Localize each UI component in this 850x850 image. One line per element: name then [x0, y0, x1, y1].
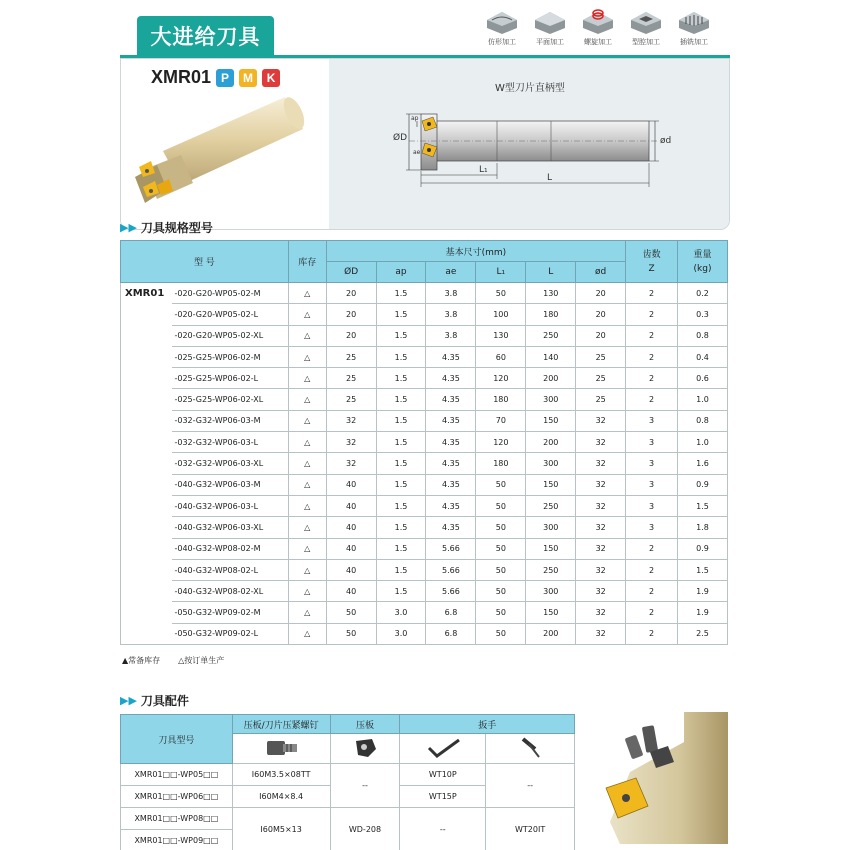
row-code: -020-G20-WP05-02-XL [172, 325, 288, 346]
row-ap: 1.5 [376, 410, 426, 431]
dimension-diagram [329, 59, 730, 230]
row-ap: 3.0 [376, 623, 426, 644]
spec-section-title-text: 刀具规格型号 [140, 221, 213, 235]
row-d: 25 [576, 346, 626, 367]
row-stock: △ [288, 346, 326, 367]
acc-wrench2-top: -- [486, 764, 575, 808]
acc-row-wrench1: WT10P [400, 764, 486, 786]
stock-notes [122, 655, 224, 666]
clamp-image-cell [330, 734, 400, 764]
row-code: -050-G32-WP09-02-L [172, 623, 288, 644]
row-l1: 130 [476, 325, 526, 346]
row-w: 0.2 [678, 283, 728, 304]
row-d: 32 [326, 410, 376, 431]
table-row [121, 581, 728, 602]
row-ap: 1.5 [376, 283, 426, 304]
row-l: 300 [526, 389, 576, 410]
row-w: 1.0 [678, 432, 728, 453]
row-d: 32 [576, 581, 626, 602]
section-arrow-icon: ▶▶ [120, 694, 137, 707]
accessories-section-title-text: 刀具配件 [140, 694, 189, 708]
row-ae: 4.35 [426, 432, 476, 453]
row-l1: 50 [476, 283, 526, 304]
table-row [121, 432, 728, 453]
row-stock: △ [288, 368, 326, 389]
t-wrench-icon [515, 735, 545, 761]
row-ae: 3.8 [426, 325, 476, 346]
row-code: -050-G32-WP09-02-M [172, 602, 288, 623]
face-milling-icon [532, 8, 568, 36]
operation-profiling [480, 8, 524, 47]
row-w: 1.9 [678, 581, 728, 602]
row-l1: 50 [476, 581, 526, 602]
row-w: 0.9 [678, 474, 728, 495]
operation-face [528, 8, 572, 47]
row-d: 50 [326, 602, 376, 623]
wrench-l-image-cell [400, 734, 486, 764]
note-order: △按订单生产 [178, 656, 225, 665]
row-stock: △ [288, 474, 326, 495]
row-ae: 6.8 [426, 623, 476, 644]
row-stock: △ [288, 389, 326, 410]
operation-label: 仿形加工 [488, 38, 516, 46]
header-l: L [526, 262, 576, 283]
table-row [121, 389, 728, 410]
row-w: 1.0 [678, 389, 728, 410]
row-stock: △ [288, 517, 326, 538]
row-l1: 100 [476, 304, 526, 325]
section-arrow-icon: ▶▶ [120, 221, 137, 234]
row-l: 150 [526, 474, 576, 495]
row-z: 2 [626, 346, 678, 367]
table-row [121, 538, 728, 559]
row-ae: 4.35 [426, 368, 476, 389]
header-weight: 重量 (kg) [678, 241, 728, 283]
row-w: 0.3 [678, 304, 728, 325]
row-stock: △ [288, 432, 326, 453]
operation-label: 平面加工 [536, 38, 564, 46]
operation-label: 型腔加工 [632, 38, 660, 46]
row-l1: 180 [476, 389, 526, 410]
row-l: 130 [526, 283, 576, 304]
row-l: 150 [526, 410, 576, 431]
row-d: 32 [576, 432, 626, 453]
table-row [121, 623, 728, 644]
row-ap: 1.5 [376, 495, 426, 516]
acc-screw-bottom: I60M5×13 [232, 808, 330, 850]
profiling-icon [484, 8, 520, 36]
row-z: 3 [626, 453, 678, 474]
spec-table-body [121, 283, 728, 645]
row-d: 40 [326, 495, 376, 516]
row-d: 20 [576, 283, 626, 304]
header-teeth: 齿数 Z [626, 241, 678, 283]
row-code: -025-G25-WP06-02-XL [172, 389, 288, 410]
screw-image-cell [232, 734, 330, 764]
cutter-photo [121, 59, 329, 230]
product-panel [120, 58, 730, 230]
accessories-table [120, 714, 575, 850]
row-ap: 1.5 [376, 474, 426, 495]
row-ap: 1.5 [376, 368, 426, 389]
operation-helical [576, 8, 620, 47]
row-ap: 1.5 [376, 432, 426, 453]
row-l1: 70 [476, 410, 526, 431]
spec-section-title [120, 219, 213, 236]
note-stock: ▲常备库存 [122, 656, 161, 665]
acc-row-model: XMR01□□-WP08□□ [121, 808, 233, 830]
acc-row-screw: I60M4×8.4 [232, 786, 330, 808]
row-l: 300 [526, 581, 576, 602]
acc-header-wrench: 扳手 [400, 715, 575, 734]
pocket-milling-icon [628, 8, 664, 36]
row-l: 250 [526, 325, 576, 346]
row-z: 3 [626, 474, 678, 495]
row-ae: 4.35 [426, 410, 476, 431]
row-ap: 1.5 [376, 346, 426, 367]
acc-clamp-bottom: WD-208 [330, 808, 400, 850]
row-code: -040-G32-WP06-03-XL [172, 517, 288, 538]
acc-wrench2-bottom: WT20IT [486, 808, 575, 850]
row-code: -020-G20-WP05-02-M [172, 283, 288, 304]
acc-header-screw: 压板/刀片压紧螺钉 [232, 715, 330, 734]
row-d: 32 [576, 410, 626, 431]
row-d: 32 [576, 517, 626, 538]
row-l: 200 [526, 368, 576, 389]
row-z: 2 [626, 304, 678, 325]
row-z: 3 [626, 432, 678, 453]
row-d: 25 [576, 389, 626, 410]
operation-icons [480, 8, 716, 47]
row-l1: 60 [476, 346, 526, 367]
acc-row-screw: I60M3.5×08TT [232, 764, 330, 786]
row-w: 0.9 [678, 538, 728, 559]
l-wrench-icon [423, 736, 463, 760]
table-row [121, 304, 728, 325]
row-d: 40 [326, 559, 376, 580]
row-stock: △ [288, 283, 326, 304]
row-l: 250 [526, 495, 576, 516]
row-ae: 6.8 [426, 602, 476, 623]
row-d: 32 [576, 559, 626, 580]
row-w: 0.8 [678, 410, 728, 431]
row-d: 32 [576, 623, 626, 644]
row-stock: △ [288, 325, 326, 346]
row-w: 1.8 [678, 517, 728, 538]
row-d: 20 [326, 283, 376, 304]
row-ap: 1.5 [376, 389, 426, 410]
row-z: 2 [626, 559, 678, 580]
row-w: 0.8 [678, 325, 728, 346]
spec-table [120, 240, 728, 645]
row-d: 32 [576, 474, 626, 495]
dim-label-ae: ae [413, 149, 421, 156]
row-w: 0.4 [678, 346, 728, 367]
header-l1: L₁ [476, 262, 526, 283]
row-stock: △ [288, 410, 326, 431]
row-z: 3 [626, 517, 678, 538]
row-ae: 5.66 [426, 538, 476, 559]
row-d: 32 [576, 453, 626, 474]
row-l: 150 [526, 538, 576, 559]
row-d: 50 [326, 623, 376, 644]
row-l1: 50 [476, 517, 526, 538]
row-ae: 4.35 [426, 495, 476, 516]
operation-label: 螺旋加工 [584, 38, 612, 46]
row-z: 2 [626, 581, 678, 602]
row-l1: 50 [476, 602, 526, 623]
row-code: -020-G20-WP05-02-L [172, 304, 288, 325]
acc-row-model: XMR01□□-WP05□□ [121, 764, 233, 786]
screw-icon [261, 736, 301, 760]
row-l: 140 [526, 346, 576, 367]
row-stock: △ [288, 602, 326, 623]
dim-label-shank: ød [660, 136, 672, 146]
row-ae: 4.35 [426, 474, 476, 495]
row-l1: 50 [476, 623, 526, 644]
row-ae: 4.35 [426, 346, 476, 367]
row-code: -032-G32-WP06-03-L [172, 432, 288, 453]
row-z: 2 [626, 389, 678, 410]
table-row [121, 602, 728, 623]
row-code: -032-G32-WP06-03-XL [172, 453, 288, 474]
dim-label-d: ØD [393, 133, 408, 143]
row-l1: 180 [476, 453, 526, 474]
operation-plunge [672, 8, 716, 47]
row-d: 25 [326, 368, 376, 389]
row-l: 300 [526, 453, 576, 474]
acc-wrench1-bottom: -- [400, 808, 486, 850]
table-row [121, 346, 728, 367]
product-model-text: XMR01 [151, 67, 212, 87]
table-row [121, 474, 728, 495]
row-ae: 4.35 [426, 453, 476, 474]
table-row [121, 517, 728, 538]
dim-label-ap: ap [411, 115, 419, 122]
row-w: 2.5 [678, 623, 728, 644]
row-ap: 1.5 [376, 517, 426, 538]
row-code: -040-G32-WP08-02-XL [172, 581, 288, 602]
row-z: 3 [626, 410, 678, 431]
row-w: 1.6 [678, 453, 728, 474]
acc-header-clamp: 压板 [330, 715, 400, 734]
acc-row-model: XMR01□□-WP09□□ [121, 830, 233, 850]
row-stock: △ [288, 623, 326, 644]
operation-label: 插铣加工 [680, 38, 708, 46]
header-d: ØD [326, 262, 376, 283]
row-d: 32 [326, 432, 376, 453]
accessories-photo [590, 712, 728, 844]
row-w: 0.6 [678, 368, 728, 389]
accessories-section-title [120, 692, 189, 709]
row-stock: △ [288, 559, 326, 580]
row-l: 250 [526, 559, 576, 580]
row-ae: 5.66 [426, 559, 476, 580]
row-ap: 1.5 [376, 559, 426, 580]
row-d: 20 [576, 304, 626, 325]
header-shank-d: ød [576, 262, 626, 283]
row-stock: △ [288, 495, 326, 516]
row-d: 20 [576, 325, 626, 346]
wrench-t-image-cell [486, 734, 575, 764]
row-z: 2 [626, 283, 678, 304]
row-l: 300 [526, 517, 576, 538]
row-code: -025-G25-WP06-02-L [172, 368, 288, 389]
row-z: 2 [626, 368, 678, 389]
row-l1: 120 [476, 432, 526, 453]
dim-label-l: L [547, 173, 553, 183]
row-d: 20 [326, 325, 376, 346]
row-code: -032-G32-WP06-03-M [172, 410, 288, 431]
acc-row-wrench1: WT15P [400, 786, 486, 808]
row-ae: 3.8 [426, 283, 476, 304]
row-z: 2 [626, 602, 678, 623]
acc-header-model: 刀具型号 [121, 715, 233, 764]
row-l1: 120 [476, 368, 526, 389]
table-row [121, 368, 728, 389]
row-ap: 1.5 [376, 581, 426, 602]
header-stock: 库存 [288, 241, 326, 283]
row-d: 32 [576, 495, 626, 516]
row-ap: 1.5 [376, 304, 426, 325]
row-d: 25 [576, 368, 626, 389]
row-ae: 4.35 [426, 517, 476, 538]
row-l1: 50 [476, 559, 526, 580]
row-d: 40 [326, 581, 376, 602]
table-row [121, 410, 728, 431]
row-ae: 3.8 [426, 304, 476, 325]
acc-row-model: XMR01□□-WP06□□ [121, 786, 233, 808]
row-stock: △ [288, 304, 326, 325]
row-ap: 1.5 [376, 325, 426, 346]
row-l: 150 [526, 602, 576, 623]
header-ae: ae [426, 262, 476, 283]
row-ae: 5.66 [426, 581, 476, 602]
product-photo-area [121, 59, 329, 230]
table-row [121, 559, 728, 580]
row-ap: 1.5 [376, 538, 426, 559]
series-cell: XMR01 [121, 283, 173, 645]
row-l: 200 [526, 623, 576, 644]
row-d: 32 [326, 453, 376, 474]
row-l1: 50 [476, 474, 526, 495]
row-code: -040-G32-WP08-02-L [172, 559, 288, 580]
row-w: 1.9 [678, 602, 728, 623]
row-d: 40 [326, 517, 376, 538]
dimension-diagram-area [329, 59, 730, 230]
row-d: 32 [576, 538, 626, 559]
helical-milling-icon [580, 8, 616, 36]
material-badge-p: P [216, 69, 234, 87]
row-z: 2 [626, 325, 678, 346]
row-ap: 3.0 [376, 602, 426, 623]
row-d: 40 [326, 474, 376, 495]
row-stock: △ [288, 538, 326, 559]
row-stock: △ [288, 453, 326, 474]
row-code: -040-G32-WP08-02-M [172, 538, 288, 559]
row-w: 1.5 [678, 495, 728, 516]
row-code: -040-G32-WP06-03-M [172, 474, 288, 495]
table-row [121, 495, 728, 516]
row-d: 32 [576, 602, 626, 623]
table-row [121, 453, 728, 474]
row-z: 3 [626, 495, 678, 516]
row-code: -040-G32-WP06-03-L [172, 495, 288, 516]
plunge-milling-icon [676, 8, 712, 36]
row-d: 20 [326, 304, 376, 325]
material-badge-k: K [262, 69, 280, 87]
page-title [137, 16, 274, 56]
row-l1: 50 [476, 538, 526, 559]
clamp-icon [350, 735, 380, 761]
row-code: -025-G25-WP06-02-M [172, 346, 288, 367]
header-model: 型 号 [121, 241, 289, 283]
row-d: 40 [326, 538, 376, 559]
row-ae: 4.35 [426, 389, 476, 410]
row-d: 25 [326, 389, 376, 410]
dim-label-l1: L₁ [479, 165, 488, 175]
row-l: 200 [526, 432, 576, 453]
row-ap: 1.5 [376, 453, 426, 474]
diagram-title: W型刀片直柄型 [495, 83, 565, 94]
row-d: 25 [326, 346, 376, 367]
table-row [121, 283, 728, 304]
material-badge-m: M [239, 69, 257, 87]
row-z: 2 [626, 623, 678, 644]
operation-pocket [624, 8, 668, 47]
header-ap: ap [376, 262, 426, 283]
page-title-text: 大进给刀具 [150, 25, 261, 49]
row-stock: △ [288, 581, 326, 602]
row-w: 1.5 [678, 559, 728, 580]
acc-clamp-top: -- [330, 764, 400, 808]
row-l1: 50 [476, 495, 526, 516]
row-l: 180 [526, 304, 576, 325]
header-basic-dims: 基本尺寸(mm) [326, 241, 625, 262]
table-row [121, 325, 728, 346]
row-z: 2 [626, 538, 678, 559]
